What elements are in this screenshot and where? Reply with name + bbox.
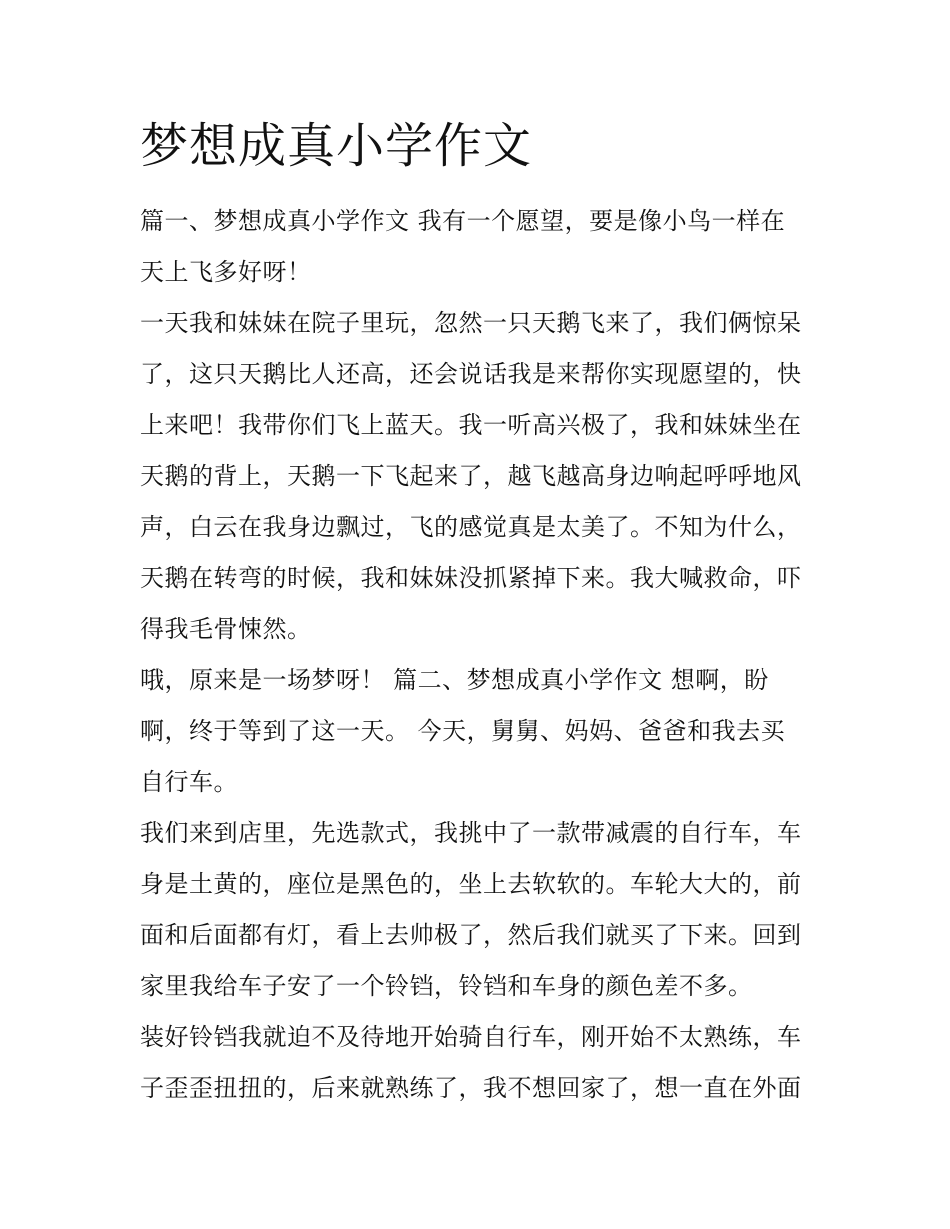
text-line: 天鹅在转弯的时候，我和妹妹没抓紧掉下来。我大喊救命，吓 <box>140 564 802 592</box>
text-line: 我们来到店里，先选款式，我挑中了一款带减震的自行车，车 <box>140 819 802 847</box>
text-line: 得我毛骨悚然。 <box>140 615 312 643</box>
text-line: 天鹅的背上，天鹅一下飞起来了，越飞越高身边响起呼呼地风 <box>140 462 802 490</box>
text-line: 上来吧！我带你们飞上蓝天。我一听高兴极了，我和妹妹坐在 <box>140 411 802 439</box>
text-line: 家里我给车子安了一个铃铛，铃铛和车身的颜色差不多。 <box>140 972 753 1000</box>
text-line: 啊，终于等到了这一天。 今天，舅舅、妈妈、爸爸和我去买 <box>140 717 786 745</box>
text-line: 声，白云在我身边飘过，飞的感觉真是太美了。不知为什么， <box>140 513 802 541</box>
text-line: 自行车。 <box>140 768 238 796</box>
text-line: 子歪歪扭扭的，后来就熟练了，我不想回家了，想一直在外面 <box>140 1074 802 1102</box>
text-line: 哦，原来是一场梦呀！ 篇二、梦想成真小学作文 想啊，盼 <box>140 666 769 694</box>
text-line: 篇一、梦想成真小学作文 我有一个愿望，要是像小鸟一样在 <box>140 207 786 235</box>
text-line: 面和后面都有灯，看上去帅极了，然后我们就买了下来。回到 <box>140 921 802 949</box>
text-line: 天上飞多好呀！ <box>140 258 312 286</box>
text-line: 装好铃铛我就迫不及待地开始骑自行车，刚开始不太熟练，车 <box>140 1023 802 1051</box>
document-title: 梦想成真小学作文 <box>140 118 533 174</box>
text-line: 一天我和妹妹在院子里玩，忽然一只天鹅飞来了，我们俩惊呆 <box>140 309 802 337</box>
text-line: 了，这只天鹅比人还高，还会说话我是来帮你实现愿望的，快 <box>140 360 802 388</box>
text-line: 身是土黄的，座位是黑色的，坐上去软软的。车轮大大的，前 <box>140 870 802 898</box>
